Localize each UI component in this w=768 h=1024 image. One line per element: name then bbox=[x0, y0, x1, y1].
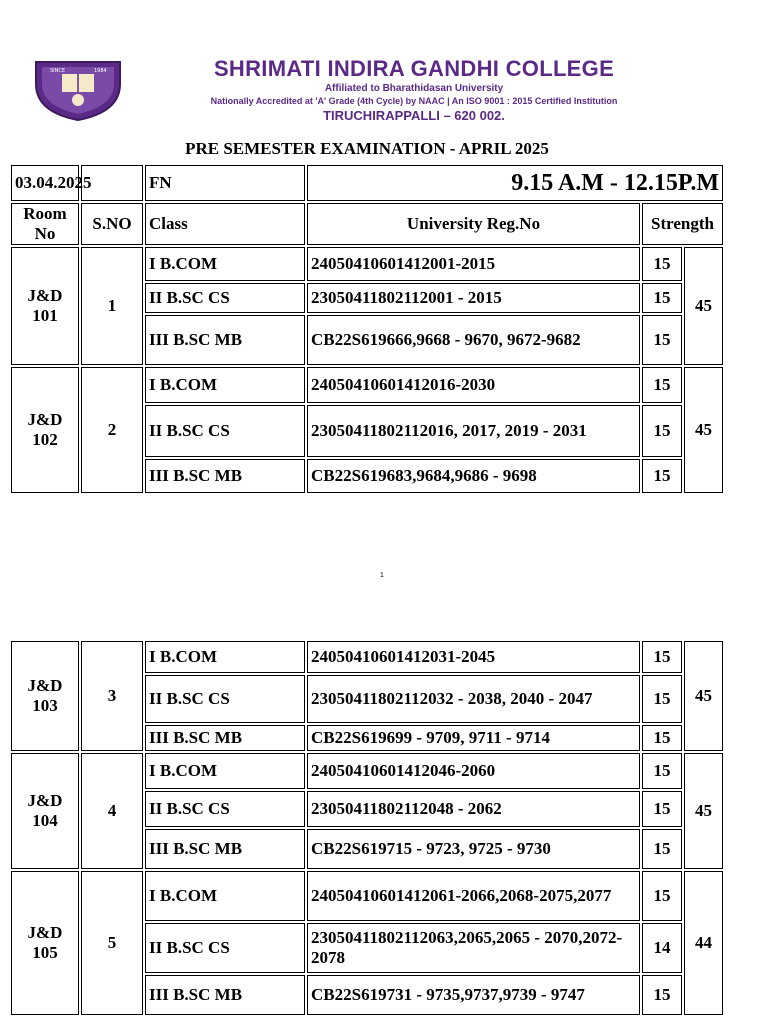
strength-cell: 14 bbox=[642, 923, 682, 973]
class-cell: III B.SC MB bbox=[145, 459, 305, 493]
reg-cell: 23050411802112063,2065,2065 - 2070,2072- 2078 bbox=[307, 923, 640, 973]
room-cell: J&D 104 bbox=[11, 753, 79, 869]
class-cell: II B.SC CS bbox=[145, 791, 305, 827]
reg-cell: 23050411802112048 - 2062 bbox=[307, 791, 640, 827]
session-row bbox=[11, 165, 723, 201]
strength-cell: 15 bbox=[642, 871, 682, 921]
room-cell: J&D 102 bbox=[11, 367, 79, 493]
total-cell: 45 bbox=[684, 753, 723, 869]
strength-cell: 15 bbox=[642, 791, 682, 827]
svg-text:SINCE: SINCE bbox=[50, 68, 66, 74]
session-date: 03.04.2025 bbox=[11, 165, 79, 201]
college-name: SHRIMATI INDIRA GANDHI COLLEGE bbox=[213, 56, 615, 81]
room-cell: J&D 103 bbox=[11, 641, 79, 751]
reg-cell: 24050410601412061-2066,2068-2075,2077 bbox=[307, 871, 640, 921]
total-cell: 45 bbox=[684, 367, 723, 493]
sno-cell: 5 bbox=[81, 871, 143, 1015]
college-logo-icon bbox=[32, 54, 124, 122]
reg-cell: CB22S619683,9684,9686 - 9698 bbox=[307, 459, 640, 493]
strength-cell: 15 bbox=[642, 405, 682, 457]
table-row bbox=[11, 247, 723, 281]
session-shift: FN bbox=[145, 165, 305, 201]
reg-cell: 24050410601412016-2030 bbox=[307, 367, 640, 403]
college-header bbox=[30, 52, 730, 124]
class-cell: II B.SC CS bbox=[145, 405, 305, 457]
room-cell: J&D 101 bbox=[11, 247, 79, 365]
session-time: 9.15 A.M - 12.15P.M bbox=[307, 165, 723, 201]
table-row bbox=[11, 871, 723, 921]
class-cell: I B.COM bbox=[145, 367, 305, 403]
class-cell: III B.SC MB bbox=[145, 315, 305, 365]
strength-cell: 15 bbox=[642, 725, 682, 751]
seating-table-1 bbox=[9, 163, 725, 495]
room-cell: J&D 105 bbox=[11, 871, 79, 1015]
col-strength: Strength bbox=[642, 203, 723, 245]
class-cell: II B.SC CS bbox=[145, 923, 305, 973]
exam-title: PRE SEMESTER EXAMINATION - APRIL 2025 bbox=[185, 139, 549, 158]
strength-cell: 15 bbox=[642, 829, 682, 869]
svg-text:1984: 1984 bbox=[94, 68, 107, 74]
strength-cell: 15 bbox=[642, 641, 682, 673]
reg-cell: 23050411802112032 - 2038, 2040 - 2047 bbox=[307, 675, 640, 723]
page-number: 1 bbox=[380, 572, 384, 579]
college-affiliation: Affiliated to Bharathidasan University bbox=[324, 83, 504, 94]
reg-cell: CB22S619715 - 9723, 9725 - 9730 bbox=[307, 829, 640, 869]
strength-cell: 15 bbox=[642, 753, 682, 789]
class-cell: I B.COM bbox=[145, 871, 305, 921]
sno-cell: 3 bbox=[81, 641, 143, 751]
total-cell: 45 bbox=[684, 641, 723, 751]
sno-cell: 2 bbox=[81, 367, 143, 493]
class-cell: III B.SC MB bbox=[145, 725, 305, 751]
strength-cell: 15 bbox=[642, 975, 682, 1015]
strength-cell: 15 bbox=[642, 315, 682, 365]
total-cell: 45 bbox=[684, 247, 723, 365]
reg-cell: 23050411802112016, 2017, 2019 - 2031 bbox=[307, 405, 640, 457]
class-cell: II B.SC CS bbox=[145, 675, 305, 723]
reg-cell: 24050410601412001-2015 bbox=[307, 247, 640, 281]
strength-cell: 15 bbox=[642, 283, 682, 313]
strength-cell: 15 bbox=[642, 247, 682, 281]
class-cell: II B.SC CS bbox=[145, 283, 305, 313]
col-class: Class bbox=[145, 203, 305, 245]
column-header-row bbox=[11, 203, 723, 245]
sno-cell: 4 bbox=[81, 753, 143, 869]
reg-cell: 23050411802112001 - 2015 bbox=[307, 283, 640, 313]
strength-cell: 15 bbox=[642, 459, 682, 493]
reg-cell: CB22S619666,9668 - 9670, 9672-9682 bbox=[307, 315, 640, 365]
reg-cell: CB22S619699 - 9709, 9711 - 9714 bbox=[307, 725, 640, 751]
seating-table-2 bbox=[9, 639, 725, 1017]
strength-cell: 15 bbox=[642, 367, 682, 403]
class-cell: I B.COM bbox=[145, 247, 305, 281]
class-cell: III B.SC MB bbox=[145, 829, 305, 869]
table-row bbox=[11, 367, 723, 403]
reg-cell: 24050410601412031-2045 bbox=[307, 641, 640, 673]
table-row bbox=[11, 641, 723, 673]
college-accreditation: Nationally Accredited at 'A' Grade (4th Cycle) by NAAC | An ISO 9001 : 2015 Certified Institution bbox=[210, 96, 618, 106]
col-reg: University Reg.No bbox=[307, 203, 640, 245]
class-cell: III B.SC MB bbox=[145, 975, 305, 1015]
class-cell: I B.COM bbox=[145, 641, 305, 673]
sno-cell: 1 bbox=[81, 247, 143, 365]
college-city: TIRUCHIRAPPALLI – 620 002. bbox=[323, 108, 505, 123]
strength-cell: 15 bbox=[642, 675, 682, 723]
col-room: Room No bbox=[11, 203, 79, 245]
class-cell: I B.COM bbox=[145, 753, 305, 789]
total-cell: 44 bbox=[684, 871, 723, 1015]
reg-cell: CB22S619731 - 9735,9737,9739 - 9747 bbox=[307, 975, 640, 1015]
reg-cell: 24050410601412046-2060 bbox=[307, 753, 640, 789]
table-row bbox=[11, 753, 723, 789]
col-sno: S.NO bbox=[81, 203, 143, 245]
